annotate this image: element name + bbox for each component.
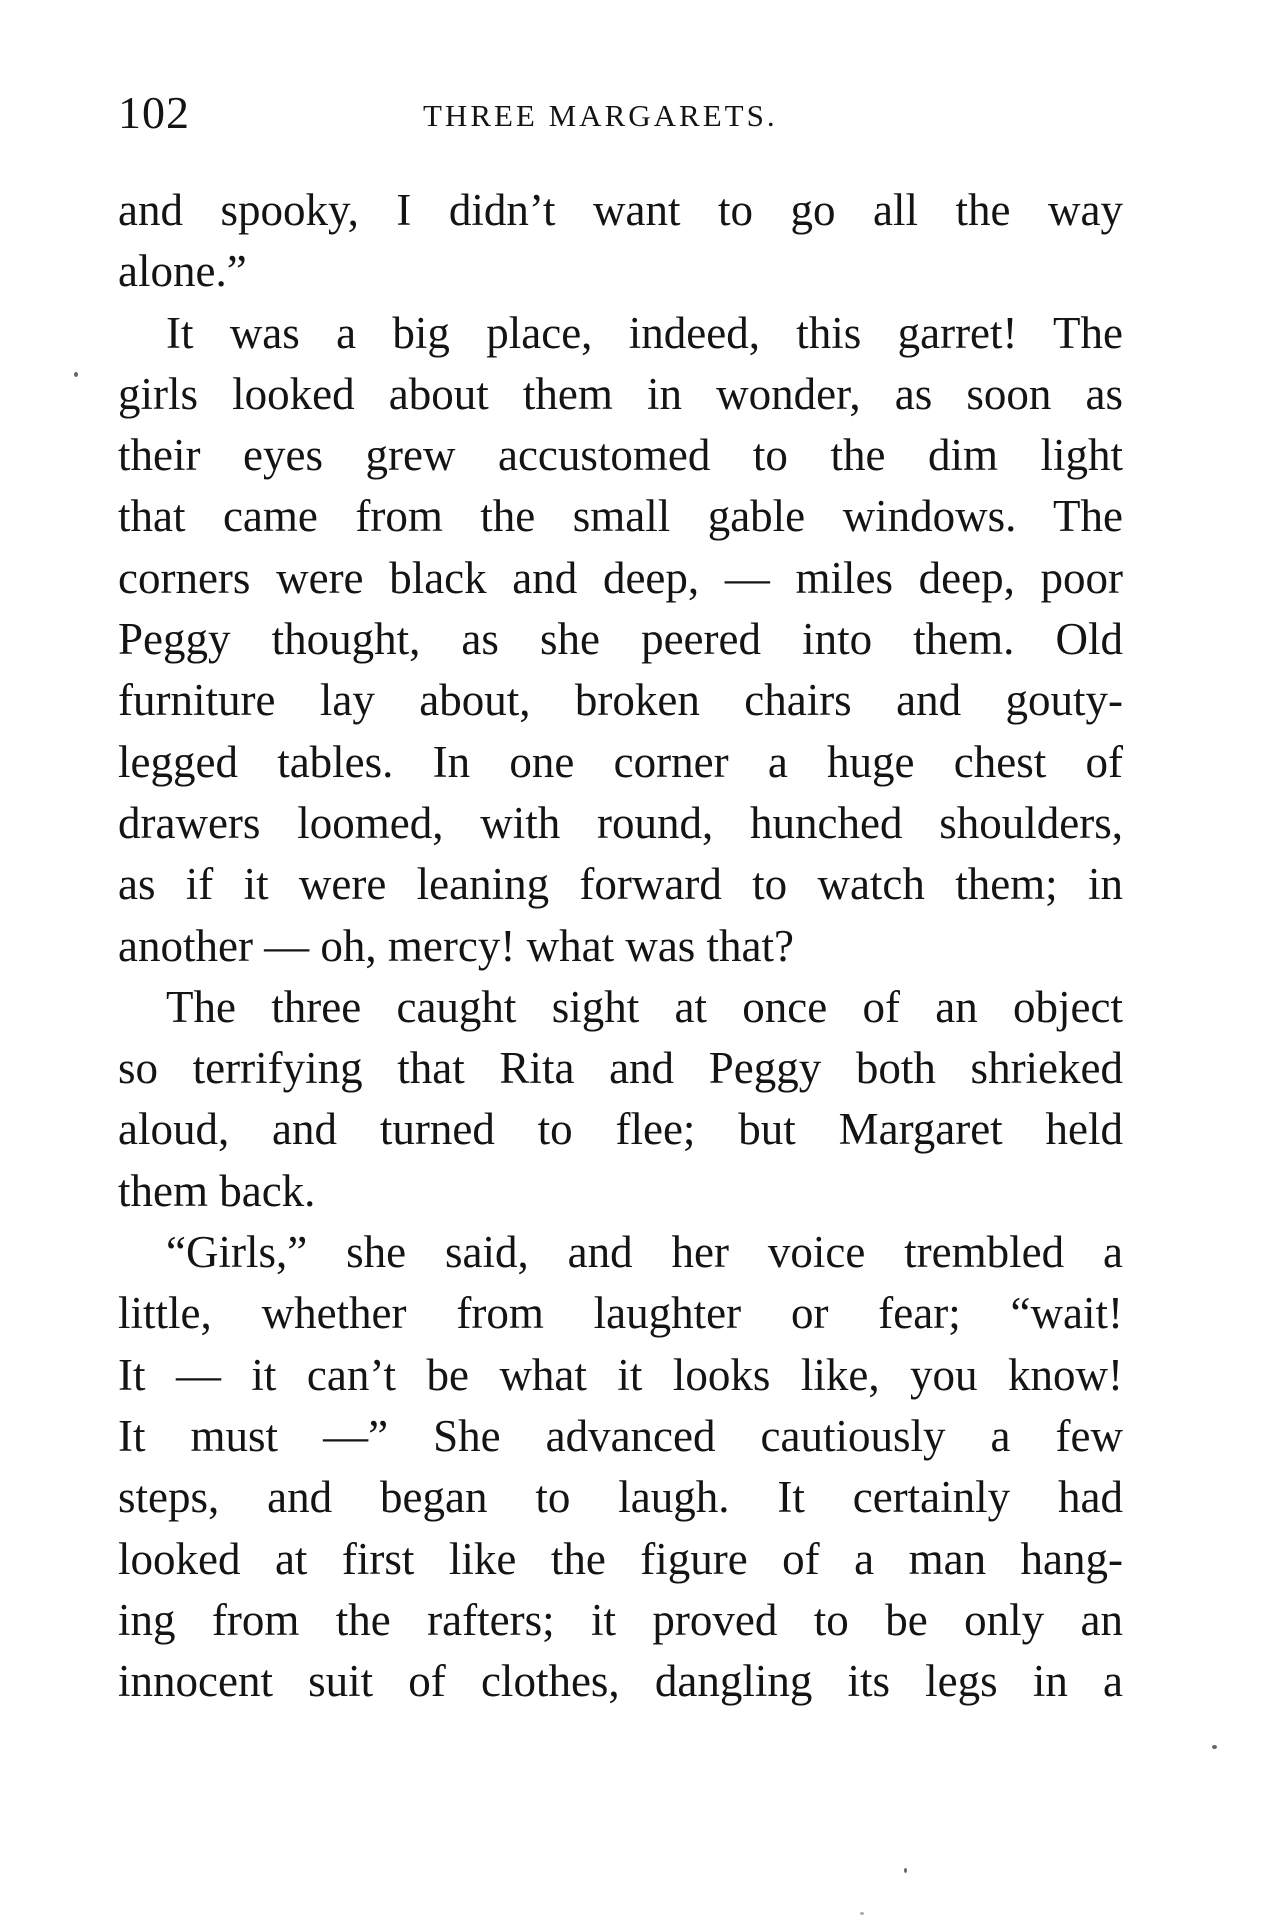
text-line: that came from the small gable windows. The: [118, 491, 1123, 542]
text-line: legged tables. In one corner a huge chest of: [118, 736, 1123, 787]
text-line: “Girls,” she said, and her voice trembled a: [166, 1227, 1123, 1278]
text-line: little, whether from laughter or fear; “wait!: [118, 1288, 1123, 1339]
text-line: and spooky, I didn’t want to go all the way: [118, 185, 1123, 235]
text-line: It must —” She advanced cautiously a few: [118, 1410, 1123, 1461]
text-line: The three caught sight at once of an object: [166, 981, 1123, 1032]
page-header: [118, 86, 1128, 146]
text-line: It — it can’t be what it looks like, you know!: [118, 1349, 1123, 1400]
text-line: looked at first like the figure of a man hang-: [118, 1533, 1123, 1584]
text-line: drawers loomed, with round, hunched shoulders,: [118, 797, 1123, 848]
text-line: so terrifying that Rita and Peggy both shrieked: [118, 1043, 1123, 1094]
body-text: [118, 180, 1123, 1712]
print-speck: [1212, 1745, 1217, 1749]
text-line: girls looked about them in wonder, as soon as: [118, 368, 1123, 419]
print-speck: [860, 1912, 864, 1915]
text-line: them back.: [118, 1165, 316, 1216]
running-title: THREE MARGARETS.: [423, 98, 778, 133]
text-line: Peggy thought, as she peered into them. Old: [118, 614, 1123, 665]
text-line: alone.”: [118, 246, 247, 297]
text-line: as if it were leaning forward to watch them; in: [118, 859, 1123, 910]
text-line: aloud, and turned to flee; but Margaret held: [118, 1104, 1123, 1155]
page-number: 102: [118, 87, 190, 138]
text-line: their eyes grew accustomed to the dim light: [118, 430, 1123, 481]
text-line: another — oh, mercy! what was that?: [118, 920, 795, 971]
text-line: furniture lay about, broken chairs and gouty-: [118, 675, 1123, 726]
print-speck: [74, 372, 78, 377]
text-line: It was a big place, indeed, this garret! The: [166, 307, 1123, 358]
text-line: innocent suit of clothes, dangling its legs in a: [118, 1656, 1123, 1707]
text-line: corners were black and deep, — miles deep, poor: [118, 552, 1123, 603]
text-line: ing from the rafters; it proved to be only an: [118, 1594, 1123, 1645]
text-line: steps, and began to laugh. It certainly had: [118, 1472, 1123, 1523]
print-speck: [904, 1868, 907, 1873]
